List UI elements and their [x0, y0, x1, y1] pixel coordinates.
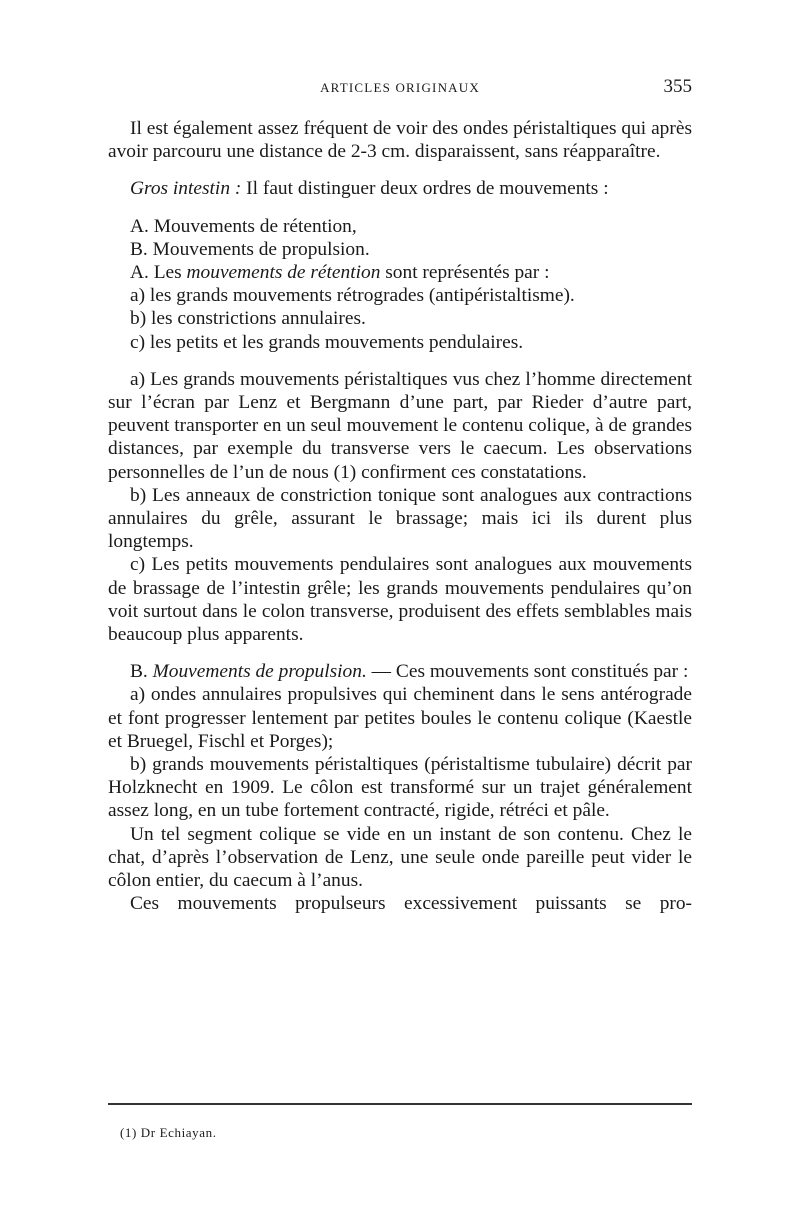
footnote-rule — [108, 1103, 692, 1105]
retention-intro — [108, 261, 692, 284]
retention-intro-prefix: A. Les — [130, 262, 187, 284]
running-title: ARTICLES ORIGINAUX — [320, 80, 480, 95]
page-number: 355 — [663, 76, 692, 97]
footnote: (1) Dr Echiayan. — [120, 1125, 217, 1140]
body-text — [108, 117, 692, 916]
retention-intro-suffix: sont représentés par : — [380, 262, 550, 284]
paragraph-a: a) Les grands mouvements péristaltiques vus chez l’homme directement sur l’écran par Lenz et Bergmann d’une part, par Rieder d’autre part, peuvent transporter en un seul mouvement le contenu colique, à de grandes distances, par exemple du transverse vers le caecum. Les observations personnelles de l’un de nous (1) confirment ces constatations. — [108, 368, 692, 483]
retention-item-b: b) les constrictions annulaires. — [130, 308, 366, 330]
paragraph-1: Il est également assez fréquent de voir des ondes péristaltiques qui après avoir parcouru une distance de 2-3 cm. disparaissent, sans réapparaître. — [108, 118, 692, 163]
paragraph-c: c) Les petits mouvements pendulaires sont analogues aux mouvements de brassage de l’intestin grêle; les grands mouvements pendulaires qu’on voit surtout dans le colon transverse, produisent des effets semblables mais beaucoup plus apparents. — [108, 554, 692, 646]
paragraph-gros-intestin — [108, 177, 692, 200]
propulsion-item-a: a) ondes annulaires propulsives qui cheminent dans le sens antérograde et font progresser lentement par petites boules le contenu colique (Kaestle et Bruegel, Fischl et Porges); — [108, 684, 692, 752]
list-item-b: B. Mouvements de propulsion. — [130, 238, 370, 260]
page-header — [108, 76, 692, 100]
propulsion-intro-prefix: B. — [130, 661, 153, 683]
retention-item-c: c) les petits et les grands mouvements pendulaires. — [130, 331, 524, 353]
paragraph-b: b) Les anneaux de constriction tonique sont analogues aux contractions annulaires du grêle, assurant le brassage; mais ici ils durent plus longtemps. — [108, 484, 692, 553]
retention-heading: mouvements de rétention — [186, 262, 381, 284]
propulsion-item-b: b) grands mouvements péristaltiques (péristaltisme tubulaire) décrit par Holzknecht en 1909. Le côlon est transformé sur un trajet généralement assez long, en un tube fortement contracté, rigide, rétréci et pâle. — [108, 754, 692, 822]
list-item-a: A. Mouvements de rétention, — [130, 215, 357, 237]
propulsion-heading: Mouvements de propulsion. — [152, 661, 367, 683]
gros-intestin-heading: Gros intestin : — [130, 178, 242, 200]
paragraph-last: Ces mouvements propulseurs excessivement puissants se pro- — [130, 893, 692, 915]
propulsion-intro-suffix: — Ces mouvements sont constitués par : — [366, 661, 689, 683]
gros-intestin-text: Il faut distinguer deux ordres de mouvements : — [241, 178, 609, 200]
propulsion-intro — [108, 660, 692, 683]
retention-item-a: a) les grands mouvements rétrogrades (antipéristaltisme). — [130, 285, 575, 307]
paragraph-segment: Un tel segment colique se vide en un instant de son contenu. Chez le chat, d’après l’observation de Lenz, une seule onde pareille peut vider le côlon entier, du caecum à l’anus. — [108, 823, 692, 892]
